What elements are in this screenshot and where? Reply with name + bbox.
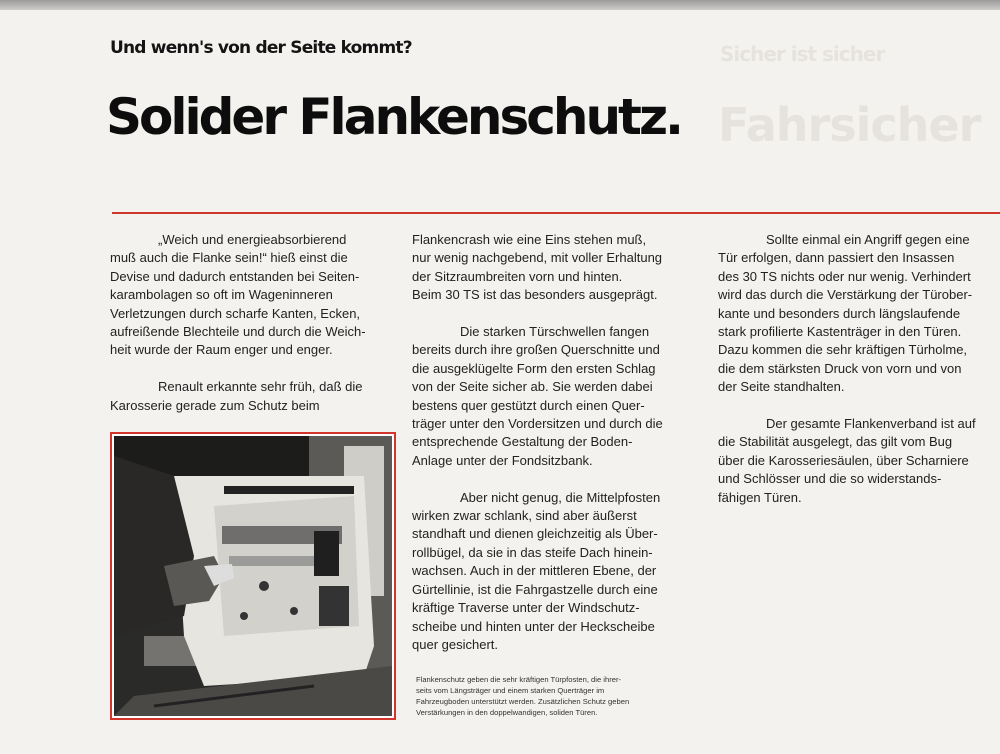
paragraph: Die starken Türschwellen fangen bereits durch ihre großen Querschnitte und die ausgeklügelte Form den ersten Schlag von der Seite sicher ab. Sie werden dabei bestens quer gestützt durch einen Quer- träger unter den Vordersitzen und durch die entsprechende Gestaltung der Boden- Anlage unter der Fondsitzbank. [412, 324, 663, 468]
bleed-through-text-large: Fahrsicher [718, 98, 981, 152]
article-title: Solider Flankenschutz. [106, 88, 682, 146]
paragraph: Aber nicht genug, die Mittelpfosten wirken zwar schlank, sind aber äußerst standhaft und dienen gleichzeitig als Über- rollbügel, da sie in das steife Dach hinein- wachsen. Auch in der mittleren Ebene, der Gürtellinie, ist die Fahrgastzelle durch eine kräftige Traverse unter der Windschutz- scheibe und hinten unter der Heckscheibe quer gesichert. [412, 489, 661, 652]
text-column-2 [412, 231, 712, 673]
paragraph: Flankencrash wie eine Eins stehen muß, nur wenig nachgebend, mit voller Erhaltung der Sitzraumbreiten vorn und hinten. Beim 30 TS ist das besonders ausgeprägt. [412, 232, 663, 303]
red-divider-rule [112, 212, 1000, 214]
door-photo-frame [110, 432, 396, 720]
paragraph: Der gesamte Flankenverband ist auf die Stabilität ausgelegt, das gilt vom Bug über die Karosseriesäulen, über Scharniere und Schlösser und die so widerstands- fähigen Türen. [718, 416, 976, 505]
text-column-1 [110, 231, 410, 433]
paragraph: Renault erkannte sehr früh, daß die Karosserie gerade zum Schutz beim [110, 379, 363, 413]
page-top-edge [0, 0, 1000, 10]
photo-caption: Flankenschutz geben die sehr kräftigen Türpfosten, die ihrer- seits vom Längsträger und einem starken Querträger im Fahrzeugboden unterstützt werden. Zusätzlichen Schutz geben Verstärkungen in den doppelwandigen, soliden Türen. [416, 675, 630, 717]
bleed-through-text-top: Sicher ist sicher [720, 42, 885, 66]
text-column-3 [718, 231, 1000, 525]
paragraph: Sollte einmal ein Angriff gegen eine Tür erfolgen, dann passiert den Insassen des 30 TS nichts oder nur wenig. Verhindert wird das durch die Verstärkung der Türober- kante und besonders durch längslaufende stark profilierte Kastenträger in den Türen. Dazu kommen die sehr kräftigen Türholme, die dem stärksten Druck von vorn und von der Seite standhalten. [718, 232, 973, 395]
article-subtitle: Und wenn's von der Seite kommt? [110, 38, 412, 58]
paragraph: „Weich und energieabsorbierend muß auch die Flanke sein!“ hieß einst die Devise und dadurch entstanden bei Seiten- karambolagen so oft im Wageninneren Verletzungen durch scharfe Kanten, Ecken, aufreißende Blechteile und durch die Weich- heit wurde der Raum enger und enger. [110, 232, 366, 358]
car-door-interior-photo [114, 436, 392, 716]
